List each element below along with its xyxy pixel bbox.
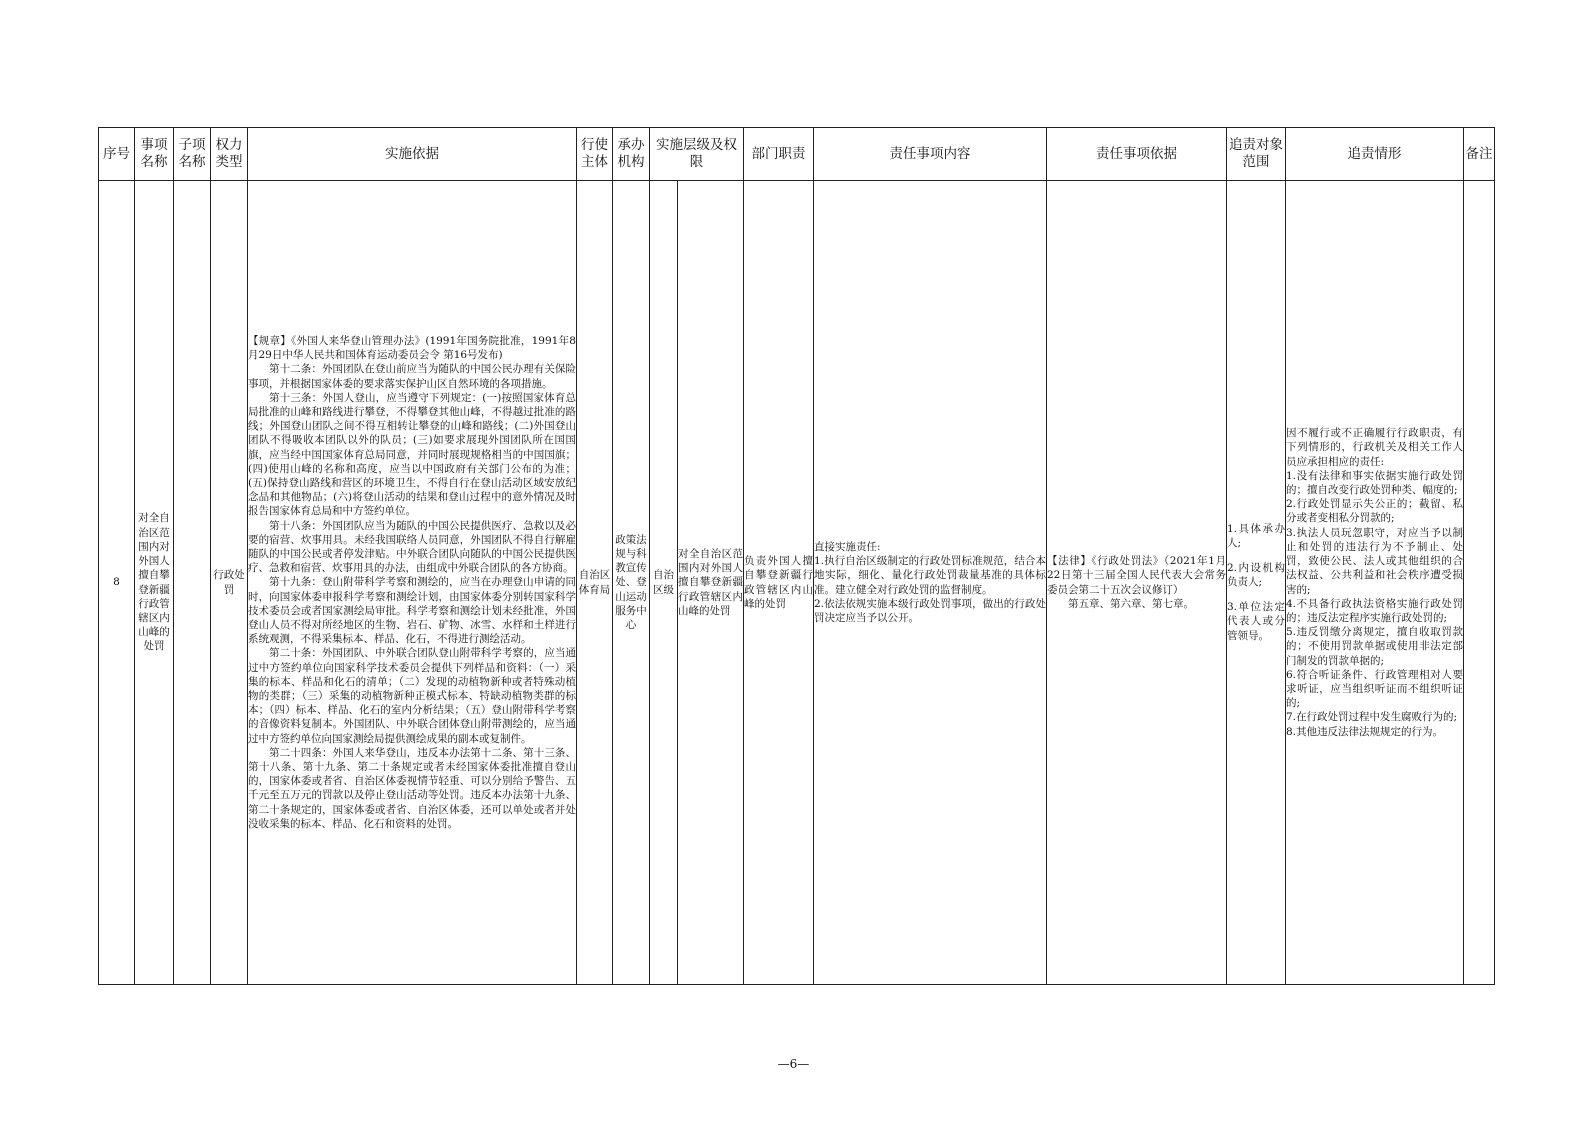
header-seq: 序号 — [99, 128, 135, 181]
basis-paragraph: 第二十条：外国团队、中外联合团队登山附带科学考察的，应当通过中方签约单位向国家科学技术委员会提供下列样品和资料：（一）采集的标本、样品和化石的清单；（二）发现的动植物新种或者特殊动植物的类群；（三）采集的动植物新种正模式标本、特缺动植物类群的标本；（四）标本、样品、化石的室内分析结果；（五）登山附带科学考察的音像资料复制本。外国团队、中外联合团体登山附带测绘的，应当通过中方签约单位向国家测绘局提供测绘成果的副本或复制件。 — [248, 647, 576, 745]
header-organ: 承办机构 — [613, 128, 650, 181]
cell-remark — [1464, 181, 1495, 985]
acc-case-item: 4.不具备行政执法资格实施行政处罚的；违反法定程序实施行政处罚的; — [1286, 597, 1463, 624]
cell-dept-duty: 负责外国人擅自攀登新疆行政管辖区内山峰的处罚 — [744, 181, 814, 985]
basis-paragraph: 第十九条：登山附带科学考察和测绘的，应当在办理登山申请的同时，向国家体委申报科学考察和测绘计划，由国家体委分别转国家科学技术委员会或者国家测绘局审批。科学考察和测绘计划未经批准，外国登山人员不得对所经地区的生物、岩石、矿物、冰雪、水样和土样进行系统观测，不得采集标本、样品、化石，不得进行测绘活动。 — [248, 576, 576, 646]
acc-scope-item: 3.单位法定代表人或分管领导。 — [1227, 601, 1285, 642]
acc-case-item: 6.符合听证条件、行政管理相对人要求听证，应当组织听证而不组织听证的; — [1286, 668, 1463, 710]
basis-paragraph: 第十二条：外国团队在登山前应当为随队的中国公民办理有关保险事项，并根据国家体委的要求落实保护山区自然环境的各项措施。 — [248, 363, 576, 390]
acc-case-item: 1.没有法律和事实依据实施行政处罚的；擅自改变行政处罚种类、幅度的; — [1286, 469, 1463, 497]
acc-case-item: 8.其他违反法律法规规定的行为。 — [1286, 725, 1444, 738]
header-power-type: 权力类型 — [211, 128, 248, 181]
resp-content-paragraph: 直接实施责任: — [814, 540, 881, 553]
cell-seq: 8 — [99, 181, 135, 985]
basis-paragraph: 第十三条：外国人登山，应当遵守下列规定：(一)按照国家体育总局批准的山峰和路线进行攀登，不得攀登其他山峰，不得越过批准的路线；外国登山团队之间不得互相转让攀登的山峰和路线；(二)外国登山团队不得吸收本团队以外的队员；(三)如要求展现外国团队所在国国旗，应当经中国国家体育总局同意，并同时展现规格相当的中国国旗；(四)使用山峰的名称和高度，应当以中国政府有关部门公布的为准；(五)保持登山路线和营区的环境卫生，不得自行在登山活动区域安放纪念品和其他物品；(六)将登山活动的结果和登山过程中的意外情况及时报告国家体育总局和中方签约单位。 — [248, 391, 576, 518]
cell-acc-cases — [1286, 181, 1464, 985]
header-dept-duty: 部门职责 — [744, 128, 814, 181]
header-basis: 实施依据 — [248, 128, 577, 181]
acc-scope-item: 1.具体承办人; — [1227, 523, 1285, 550]
basis-paragraph: 第二十四条：外国人来华登山，违反本办法第十二条、第十三条、第十八条、第十九条、第二十条规定或者未经国家体委批准擅自登山的，国家体委或者省、自治区体委视情节轻重、可以分别给予警告、五千元至五万元的罚款以及停止登山活动等处罚。违反本办法第十九条、第二十条规定的，国家体委或者省、自治区体委，还可以单处或者并处没收采集的标本、样品、化石和资料的处罚。 — [248, 746, 576, 830]
header-exercise-subject: 行使主体 — [577, 128, 613, 181]
acc-case-item: 3.执法人员玩忽职守，对应当予以制止和处罚的违法行为不予制止、处罚，致使公民、法人或其他组织的合法权益、公共利益和社会秩序遭受损害的; — [1286, 526, 1463, 596]
cell-resp-basis — [1047, 181, 1227, 985]
basis-paragraph: 【规章】《外国人来华登山管理办法》(1991年国务院批准，1991年8月29日中华人民共和国体育运动委员会令 第16号发布) — [248, 334, 576, 362]
acc-case-item: 7.在行政处罚过程中发生腐败行为的; — [1286, 711, 1458, 724]
cell-level-detail: 对全自治区范围内对外国人擅自攀登新疆行政管辖区内山峰的处罚 — [678, 181, 744, 985]
header-row — [99, 128, 1495, 181]
resp-content-paragraph: 2.依法依规实施本级行政处罚事项，做出的行政处罚决定应当予以公开。 — [814, 597, 1046, 624]
basis-paragraph: 第十八条：外国团队应当为随队的中国公民提供医疗、急救以及必要的宿营、炊事用具。未经我国联络人员同意，外国团队不得自行解雇随队的中国公民或者停发津贴。中外联合团队向随队的中国公民提供医疗、急救和宿营、炊事用具的办法，由组成中外联合团队的各方协商。 — [248, 519, 576, 575]
acc-case-item: 2.行政处罚显示失公正的；截留、私分或者变相私分罚款的; — [1286, 498, 1463, 525]
cell-item-name: 对全自治区范围内对外国人擅自攀登新疆行政管辖区内山峰的处罚 — [135, 181, 174, 985]
header-sub-item: 子项名称 — [174, 128, 211, 181]
resp-basis-paragraph: 【法律】《行政处罚法》（2021年1月22日第十三届全国人民代表大会常务委员会第二十五次会议修订） — [1047, 555, 1226, 596]
header-acc-scope: 追责对象范围 — [1227, 128, 1286, 181]
cell-resp-content — [814, 181, 1047, 985]
header-level: 实施层级及权限 — [650, 128, 744, 181]
header-resp-content: 责任事项内容 — [814, 128, 1047, 181]
header-resp-basis: 责任事项依据 — [1047, 128, 1227, 181]
page-number: —6— — [777, 1057, 810, 1071]
resp-content-paragraph: 1.执行自治区级制定的行政处罚标准规范，结合本地实际，细化、量化行政处罚裁量基准的具体标准。建立健全对行政处罚的监督制度。 — [814, 555, 1046, 596]
cell-level: 自治区级 — [650, 181, 678, 985]
header-remark: 备注 — [1464, 128, 1495, 181]
power-list-table — [98, 127, 1495, 985]
cell-organ: 政策法规与科教宣传处、登山运动服务中心 — [613, 181, 650, 985]
acc-scope-item: 2.内设机构负责人; — [1227, 562, 1285, 589]
acc-case-item: 5.违反罚缴分离规定，擅自收取罚款的；不使用罚款单据或使用非法定部门制发的罚款单据的; — [1286, 626, 1463, 667]
table-row — [99, 181, 1495, 985]
cell-basis — [248, 181, 577, 985]
resp-basis-paragraph: 第五章、第六章、第七章。 — [1068, 597, 1194, 610]
cell-acc-scope — [1227, 181, 1286, 985]
header-item-name: 事项名称 — [135, 128, 174, 181]
cell-power-type: 行政处罚 — [211, 181, 248, 985]
header-acc-cases: 追责情形 — [1286, 128, 1464, 181]
acc-case-item: 因不履行或不正确履行行政职责，有下列情形的，行政机关及相关工作人员应承担相应的责任: — [1286, 427, 1463, 468]
cell-exercise-subject: 自治区体育局 — [577, 181, 613, 985]
cell-sub-item — [174, 181, 211, 985]
